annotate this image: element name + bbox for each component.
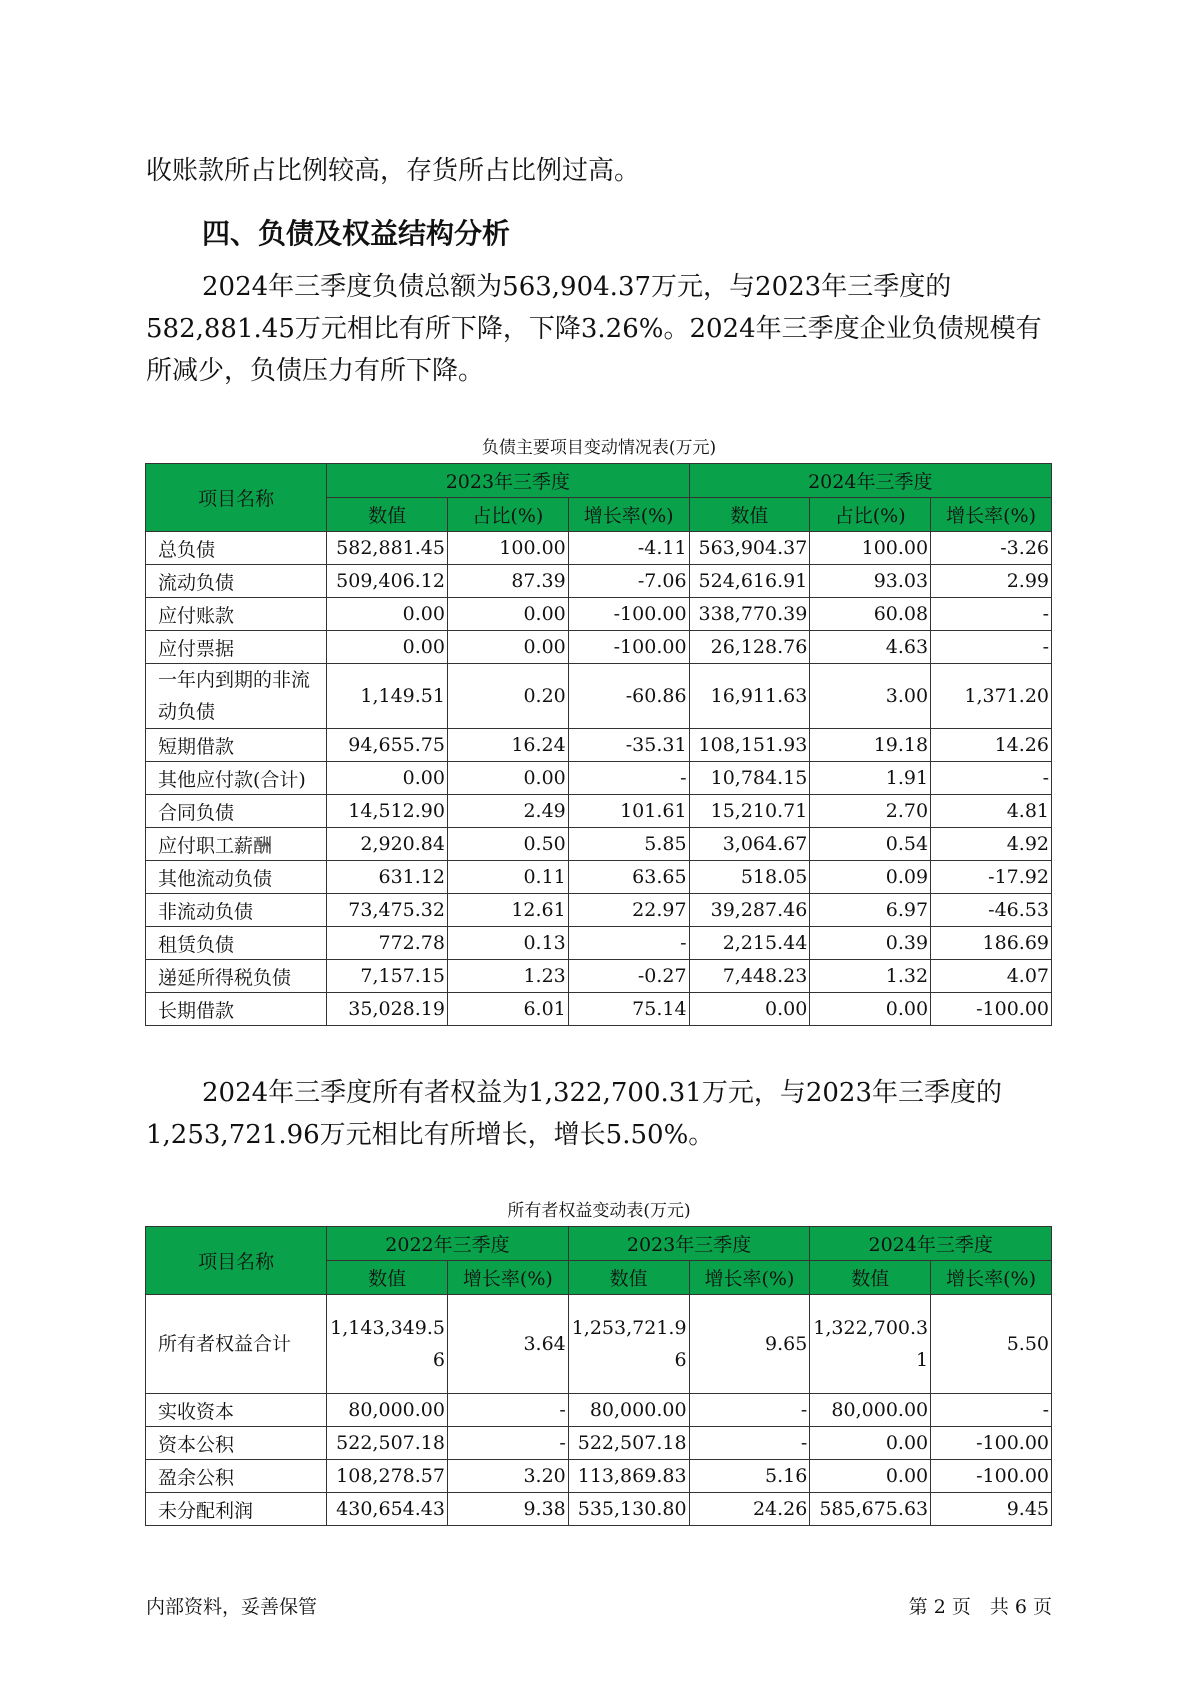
- liability-table-body: [146, 532, 1052, 1026]
- table-cell: 0.00: [447, 762, 568, 795]
- table-cell: 73,475.32: [327, 894, 448, 927]
- table-cell: -: [689, 1394, 810, 1427]
- row-label: 一年内到期的非流动负债: [146, 664, 327, 729]
- table-cell: 24.26: [689, 1493, 810, 1526]
- equity-header-row: [146, 1227, 1052, 1261]
- table-cell: 0.00: [327, 762, 448, 795]
- table-cell: -46.53: [931, 894, 1052, 927]
- table-row: [146, 894, 1052, 927]
- table-row: [146, 664, 1052, 729]
- table-cell: 0.11: [447, 861, 568, 894]
- table-cell: 4.07: [931, 960, 1052, 993]
- table-cell: 9.45: [931, 1493, 1052, 1526]
- table-cell: 75.14: [568, 993, 689, 1026]
- row-label: 租赁负债: [146, 927, 327, 960]
- table-cell: 0.00: [327, 631, 448, 664]
- table-cell: 0.50: [447, 828, 568, 861]
- table-cell: 15,210.71: [689, 795, 810, 828]
- table-cell: 14,512.90: [327, 795, 448, 828]
- table-cell: 2.49: [447, 795, 568, 828]
- period-header: 2024年三季度: [689, 464, 1051, 498]
- table-row: [146, 1295, 1052, 1394]
- table-cell: 16,911.63: [689, 664, 810, 729]
- table-row: [146, 960, 1052, 993]
- sub-header: 占比(%): [810, 498, 931, 532]
- sub-header: 数值: [327, 1261, 448, 1295]
- sub-header: 增长率(%): [568, 498, 689, 532]
- row-label: 总负债: [146, 532, 327, 565]
- page-number: 第 2 页 共 6 页: [908, 1596, 1052, 1618]
- table-cell: -17.92: [931, 861, 1052, 894]
- table-cell: -100.00: [931, 1460, 1052, 1493]
- table-cell: 430,654.43: [327, 1493, 448, 1526]
- table-row: [146, 1493, 1052, 1526]
- period-header: 2023年三季度: [568, 1227, 810, 1261]
- row-label: 所有者权益合计: [146, 1295, 327, 1394]
- row-label: 合同负债: [146, 795, 327, 828]
- table-cell: 1,143,349.56: [327, 1295, 448, 1394]
- table-cell: 80,000.00: [327, 1394, 448, 1427]
- table-cell: 7,157.15: [327, 960, 448, 993]
- table-cell: 3.20: [447, 1460, 568, 1493]
- row-label: 长期借款: [146, 993, 327, 1026]
- table-cell: 2,215.44: [689, 927, 810, 960]
- row-label: 应付账款: [146, 598, 327, 631]
- table-cell: 63.65: [568, 861, 689, 894]
- table-cell: 3.00: [810, 664, 931, 729]
- table-cell: 1,253,721.96: [568, 1295, 689, 1394]
- table-cell: 1.32: [810, 960, 931, 993]
- table-cell: -100.00: [568, 598, 689, 631]
- table-cell: 518.05: [689, 861, 810, 894]
- table-row: [146, 795, 1052, 828]
- table-cell: 1,322,700.31: [810, 1295, 931, 1394]
- period-header: 2022年三季度: [327, 1227, 569, 1261]
- table-cell: 26,128.76: [689, 631, 810, 664]
- table-row: [146, 1427, 1052, 1460]
- period-header: 2024年三季度: [810, 1227, 1052, 1261]
- table-cell: 101.61: [568, 795, 689, 828]
- sub-header: 数值: [689, 498, 810, 532]
- table-cell: 60.08: [810, 598, 931, 631]
- table-cell: 0.00: [327, 598, 448, 631]
- name-header: 项目名称: [146, 1227, 327, 1295]
- table-cell: -100.00: [931, 993, 1052, 1026]
- table-cell: 535,130.80: [568, 1493, 689, 1526]
- table-cell: -7.06: [568, 565, 689, 598]
- table-cell: 186.69: [931, 927, 1052, 960]
- table-cell: 3,064.67: [689, 828, 810, 861]
- table-cell: -4.11: [568, 532, 689, 565]
- table-cell: -100.00: [568, 631, 689, 664]
- table-cell: -: [689, 1427, 810, 1460]
- sub-header: 数值: [568, 1261, 689, 1295]
- table-row: [146, 1394, 1052, 1427]
- continuation-text: 收账款所占比例较高，存货所占比例过高。: [146, 156, 641, 186]
- table-cell: -60.86: [568, 664, 689, 729]
- liability-table: [145, 463, 1052, 1026]
- table-cell: 0.54: [810, 828, 931, 861]
- sub-header: 增长率(%): [931, 1261, 1052, 1295]
- table-cell: 6.97: [810, 894, 931, 927]
- row-label: 盈余公积: [146, 1460, 327, 1493]
- table-cell: 9.38: [447, 1493, 568, 1526]
- table-cell: 2,920.84: [327, 828, 448, 861]
- table-row: [146, 861, 1052, 894]
- table-cell: -35.31: [568, 729, 689, 762]
- table-cell: 0.00: [810, 993, 931, 1026]
- row-label: 其他应付款(合计): [146, 762, 327, 795]
- table-cell: 3.64: [447, 1295, 568, 1394]
- table-cell: 4.92: [931, 828, 1052, 861]
- table-row: [146, 532, 1052, 565]
- table-cell: 39,287.46: [689, 894, 810, 927]
- period-header: 2023年三季度: [327, 464, 689, 498]
- table-cell: 100.00: [447, 532, 568, 565]
- row-label: 短期借款: [146, 729, 327, 762]
- row-label: 未分配利润: [146, 1493, 327, 1526]
- table-cell: 7,448.23: [689, 960, 810, 993]
- table-row: [146, 927, 1052, 960]
- table-cell: 509,406.12: [327, 565, 448, 598]
- table-cell: -3.26: [931, 532, 1052, 565]
- row-label: 应付票据: [146, 631, 327, 664]
- footer-note: 内部资料，妥善保管: [146, 1596, 318, 1618]
- table-cell: 1,371.20: [931, 664, 1052, 729]
- table-row: [146, 598, 1052, 631]
- table-cell: 93.03: [810, 565, 931, 598]
- equity-table: [145, 1226, 1052, 1526]
- table-row: [146, 993, 1052, 1026]
- equity-table-caption: 所有者权益变动表(万元): [507, 1201, 691, 1221]
- table-cell: 108,151.93: [689, 729, 810, 762]
- table-row: [146, 828, 1052, 861]
- table-cell: 16.24: [447, 729, 568, 762]
- table-cell: -: [931, 598, 1052, 631]
- table-cell: -: [447, 1394, 568, 1427]
- liability-table-caption: 负债主要项目变动情况表(万元): [481, 438, 717, 458]
- table-cell: 108,278.57: [327, 1460, 448, 1493]
- table-cell: 94,655.75: [327, 729, 448, 762]
- table-cell: 522,507.18: [327, 1427, 448, 1460]
- table-cell: 0.20: [447, 664, 568, 729]
- row-label: 递延所得税负债: [146, 960, 327, 993]
- table-cell: 1.91: [810, 762, 931, 795]
- table-cell: 14.26: [931, 729, 1052, 762]
- table-cell: 4.81: [931, 795, 1052, 828]
- table-cell: 9.65: [689, 1295, 810, 1394]
- table-cell: 10,784.15: [689, 762, 810, 795]
- table-cell: 631.12: [327, 861, 448, 894]
- table-cell: 0.00: [810, 1427, 931, 1460]
- table-row: [146, 762, 1052, 795]
- table-cell: 0.39: [810, 927, 931, 960]
- table-cell: -0.27: [568, 960, 689, 993]
- equity-table-body: [146, 1295, 1052, 1526]
- table-cell: 2.99: [931, 565, 1052, 598]
- table-cell: 522,507.18: [568, 1427, 689, 1460]
- table-cell: 87.39: [447, 565, 568, 598]
- table-cell: -100.00: [931, 1427, 1052, 1460]
- table-cell: 0.09: [810, 861, 931, 894]
- sub-header: 数值: [327, 498, 448, 532]
- table-cell: 0.00: [447, 598, 568, 631]
- table-cell: 0.00: [810, 1460, 931, 1493]
- table-cell: 772.78: [327, 927, 448, 960]
- table-cell: 585,675.63: [810, 1493, 931, 1526]
- liability-header-row: [146, 464, 1052, 498]
- table-cell: 6.01: [447, 993, 568, 1026]
- table-cell: 4.63: [810, 631, 931, 664]
- sub-header: 数值: [810, 1261, 931, 1295]
- sub-header: 占比(%): [447, 498, 568, 532]
- table-cell: 563,904.37: [689, 532, 810, 565]
- table-cell: -: [568, 927, 689, 960]
- row-label: 其他流动负债: [146, 861, 327, 894]
- table-cell: 338,770.39: [689, 598, 810, 631]
- table-cell: 0.00: [447, 631, 568, 664]
- table-row: [146, 631, 1052, 664]
- table-cell: 582,881.45: [327, 532, 448, 565]
- section-heading: 四、负债及权益结构分析: [202, 217, 511, 250]
- table-row: [146, 729, 1052, 762]
- table-cell: -: [931, 1394, 1052, 1427]
- table-cell: 35,028.19: [327, 993, 448, 1026]
- table-cell: 2.70: [810, 795, 931, 828]
- table-cell: 5.85: [568, 828, 689, 861]
- table-cell: -: [931, 631, 1052, 664]
- row-label: 流动负债: [146, 565, 327, 598]
- table-row: [146, 565, 1052, 598]
- table-cell: -: [568, 762, 689, 795]
- table-cell: 524,616.91: [689, 565, 810, 598]
- table-cell: 80,000.00: [810, 1394, 931, 1427]
- table-cell: 12.61: [447, 894, 568, 927]
- table-cell: 1,149.51: [327, 664, 448, 729]
- table-cell: 1.23: [447, 960, 568, 993]
- sub-header: 增长率(%): [931, 498, 1052, 532]
- table-cell: -: [447, 1427, 568, 1460]
- table-cell: -: [931, 762, 1052, 795]
- table-cell: 0.00: [689, 993, 810, 1026]
- table-cell: 0.13: [447, 927, 568, 960]
- row-label: 实收资本: [146, 1394, 327, 1427]
- sub-header: 增长率(%): [689, 1261, 810, 1295]
- table-row: [146, 1460, 1052, 1493]
- table-cell: 22.97: [568, 894, 689, 927]
- table-cell: 5.50: [931, 1295, 1052, 1394]
- equity-paragraph: 2024年三季度所有者权益为1,322,700.31万元，与2023年三季度的1,253,721.96万元相比有所增长，增长5.50%。: [146, 1078, 1003, 1150]
- table-cell: 100.00: [810, 532, 931, 565]
- row-label: 应付职工薪酬: [146, 828, 327, 861]
- name-header: 项目名称: [146, 464, 327, 532]
- sub-header: 增长率(%): [447, 1261, 568, 1295]
- table-cell: 5.16: [689, 1460, 810, 1493]
- table-cell: 80,000.00: [568, 1394, 689, 1427]
- table-cell: 113,869.83: [568, 1460, 689, 1493]
- liability-paragraph: 2024年三季度负债总额为563,904.37万元，与2023年三季度的582,881.45万元相比有所下降，下降3.26%。2024年三季度企业负债规模有所减少，负债压力有所下降。: [146, 272, 1042, 386]
- row-label: 资本公积: [146, 1427, 327, 1460]
- row-label: 非流动负债: [146, 894, 327, 927]
- table-cell: 19.18: [810, 729, 931, 762]
